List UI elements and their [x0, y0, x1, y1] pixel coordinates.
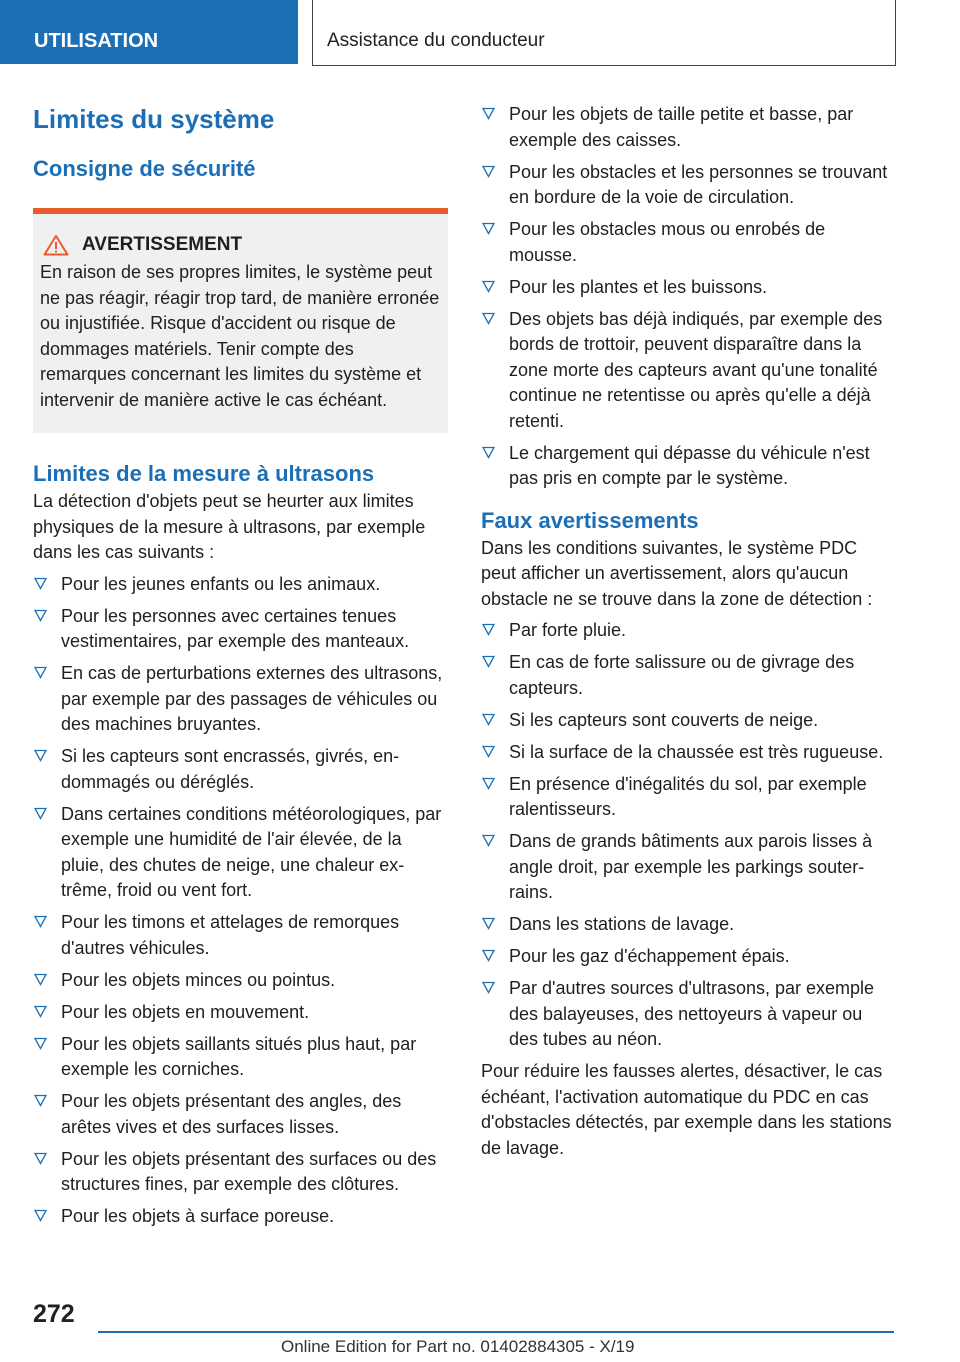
triangle-bullet-icon: [34, 973, 47, 986]
list-item-text: Si les capteurs sont couverts de neige.: [509, 709, 819, 730]
triangle-bullet-icon: [34, 1037, 47, 1050]
false-alerts-heading: Faux avertissements: [481, 507, 699, 533]
triangle-bullet-icon: [34, 577, 47, 590]
edition-note: Online Edition for Part no. 01402884305 - X/19: [281, 1337, 635, 1356]
list-item-text: Pour les objets minces ou pointus.: [61, 969, 336, 990]
list-item-text: Pour les jeunes enfants ou les animaux.: [61, 573, 381, 594]
triangle-bullet-icon: [34, 609, 47, 622]
list-item: [33, 572, 448, 598]
list-item: [481, 976, 896, 1053]
page-heading: Limites du système: [33, 104, 275, 134]
list-item-text: Par forte pluie.: [509, 620, 627, 640]
triangle-bullet-icon: [34, 1005, 47, 1018]
list-item: [481, 829, 896, 906]
footer-divider: [98, 1331, 894, 1333]
list-item: [481, 441, 896, 492]
list-item: [33, 1032, 448, 1083]
list-item: [481, 160, 896, 211]
triangle-bullet-icon: [482, 222, 495, 235]
list-item: [33, 968, 448, 994]
list-item-text: Pour les objets présentant des angles, des arêtes vives et des surfaces lisses.: [61, 1091, 402, 1137]
triangle-bullet-icon: [482, 280, 495, 293]
list-item-text: Dans certaines conditions météorologiques, par exemple une humidité de l'air élevée, de la pluie, des chutes de neige, une chaleur extrême, froid ou vent fort.: [61, 803, 442, 900]
warning-text: En raison de ses propres limites, le système peut ne pas réagir, réagir trop tard, de manière erronée ou injustifiée. Risque d'accident ou risque de dommages matériels. Tenir compte des remarques concernant les limites du système et intervenir de manière active le cas échéant.: [40, 262, 440, 410]
list-item-text: Le chargement qui dépasse du véhicule n'est pas pris en compte par le système.: [509, 442, 870, 488]
ultrasound-heading: Limites de la mesure à ultrasons: [33, 461, 375, 486]
warning-box: [33, 208, 448, 433]
list-item: [481, 650, 896, 701]
list-item: [481, 944, 896, 970]
triangle-bullet-icon: [482, 981, 495, 994]
page-number: 272: [33, 1300, 75, 1328]
list-item: [33, 802, 448, 904]
list-item-text: Des objets bas déjà indiqués, par exemple des bords de trottoir, peuvent disparaître dans la zone morte des capteurs avant qu'une tonalité continue ne retentisse ou après qu'elle a déjà retenti.: [509, 308, 883, 431]
list-item: [481, 102, 896, 153]
list-item: [481, 912, 896, 938]
list-item: [33, 1089, 448, 1140]
warning-header: [40, 234, 440, 256]
list-item-text: Dans de grands bâtiments aux parois lisses à angle droit, par exemple les parkings souterrains.: [509, 831, 873, 902]
list-item: [481, 708, 896, 734]
list-item: [33, 661, 448, 738]
list-item-text: Si les capteurs sont encrassés, givrés, endommagés ou déréglés.: [61, 746, 400, 792]
triangle-bullet-icon: [482, 917, 495, 930]
triangle-bullet-icon: [482, 745, 495, 758]
section-tab: UTILISATION: [0, 0, 298, 64]
triangle-bullet-icon: [34, 1094, 47, 1107]
list-item-text: Pour les gaz d'échappement épais.: [509, 946, 790, 966]
list-item: [33, 1147, 448, 1198]
left-column: [33, 102, 448, 1236]
triangle-bullet-icon: [34, 807, 47, 820]
triangle-bullet-icon: [34, 749, 47, 762]
triangle-bullet-icon: [482, 713, 495, 726]
list-item-text: En cas de perturbations externes des ultrasons, par exemple par des passages de véhicules ou des machines bruyantes.: [61, 663, 443, 734]
triangle-bullet-icon: [34, 1152, 47, 1165]
triangle-bullet-icon: [482, 312, 495, 325]
list-item: [33, 1204, 448, 1230]
triangle-bullet-icon: [34, 915, 47, 928]
list-item-text: Pour les objets saillants situés plus haut, par exemple les corniches.: [61, 1033, 417, 1079]
chapter-title: Assistance du conducteur: [312, 0, 896, 66]
ultrasound-limits-list-continued: [481, 102, 896, 492]
ultrasound-intro: La détection d'objets peut se heurter aux limites physiques de la mesure à ultrasons, par exemple dans les cas suivants :: [33, 491, 426, 562]
list-item: [33, 1000, 448, 1026]
list-item-text: Pour les obstacles et les personnes se trouvant en bordure de la voie de circulation.: [509, 161, 888, 207]
triangle-bullet-icon: [482, 107, 495, 120]
list-item-text: Par d'autres sources d'ultrasons, par exemple des balayeuses, des nettoyeurs à vapeur ou des tubes au néon.: [509, 978, 875, 1049]
warning-label: AVERTISSEMENT: [82, 234, 243, 255]
list-item: [33, 910, 448, 961]
triangle-bullet-icon: [482, 949, 495, 962]
list-item: [481, 740, 896, 766]
triangle-bullet-icon: [482, 165, 495, 178]
false-alerts-intro: Dans les conditions suivantes, le système PDC peut afficher un avertissement, alors qu'aucun obstacle ne se trouve dans la zone de détection :: [481, 537, 873, 609]
list-item-text: Pour les objets à surface poreuse.: [61, 1206, 335, 1226]
triangle-bullet-icon: [482, 777, 495, 790]
list-item: [33, 744, 448, 795]
false-alerts-list: [481, 618, 896, 1053]
triangle-bullet-icon: [482, 446, 495, 459]
list-item-text: Pour les plantes et les buissons.: [509, 276, 768, 297]
list-item-text: Pour les objets présentant des surfaces ou des structures fines, par exemple des clôtures.: [61, 1148, 437, 1194]
list-item-text: Pour les objets de taille petite et basse, par exemple des caisses.: [509, 104, 854, 150]
list-item-text: Pour les objets en mouvement.: [61, 1001, 310, 1022]
list-item-text: Si la surface de la chaussée est très rugueuse.: [509, 741, 884, 762]
list-item-text: Dans les stations de lavage.: [509, 914, 735, 934]
safety-heading: Consigne de sécurité: [33, 156, 256, 181]
triangle-bullet-icon: [482, 623, 495, 636]
list-item-text: Pour les obstacles mous ou enrobés de mousse.: [509, 219, 826, 265]
closing-paragraph: Pour réduire les fausses alertes, désactiver, le cas échéant, l'activation automatique du PDC en cas d'obstacles détectés, par exemple dans les stations de lavage.: [481, 1061, 892, 1158]
list-item: [33, 604, 448, 655]
ultrasound-limits-list: [33, 572, 448, 1230]
list-item: [481, 217, 896, 268]
list-item: [481, 275, 896, 301]
warning-triangle-icon: [43, 234, 69, 256]
triangle-bullet-icon: [482, 834, 495, 847]
list-item: [481, 772, 896, 823]
list-item-text: En présence d'inégalités du sol, par exemple ralentisseurs.: [509, 773, 867, 819]
triangle-bullet-icon: [482, 655, 495, 668]
triangle-bullet-icon: [34, 666, 47, 679]
triangle-bullet-icon: [34, 1209, 47, 1222]
right-column: [481, 102, 896, 1161]
list-item-text: Pour les personnes avec certaines tenues vestimentaires, par exemple des manteaux.: [61, 605, 410, 651]
list-item-text: En cas de forte salissure ou de givrage des capteurs.: [509, 652, 855, 698]
list-item: [481, 618, 896, 644]
list-item: [481, 307, 896, 435]
list-item-text: Pour les timons et attelages de remorques d'autres véhicules.: [61, 912, 400, 958]
